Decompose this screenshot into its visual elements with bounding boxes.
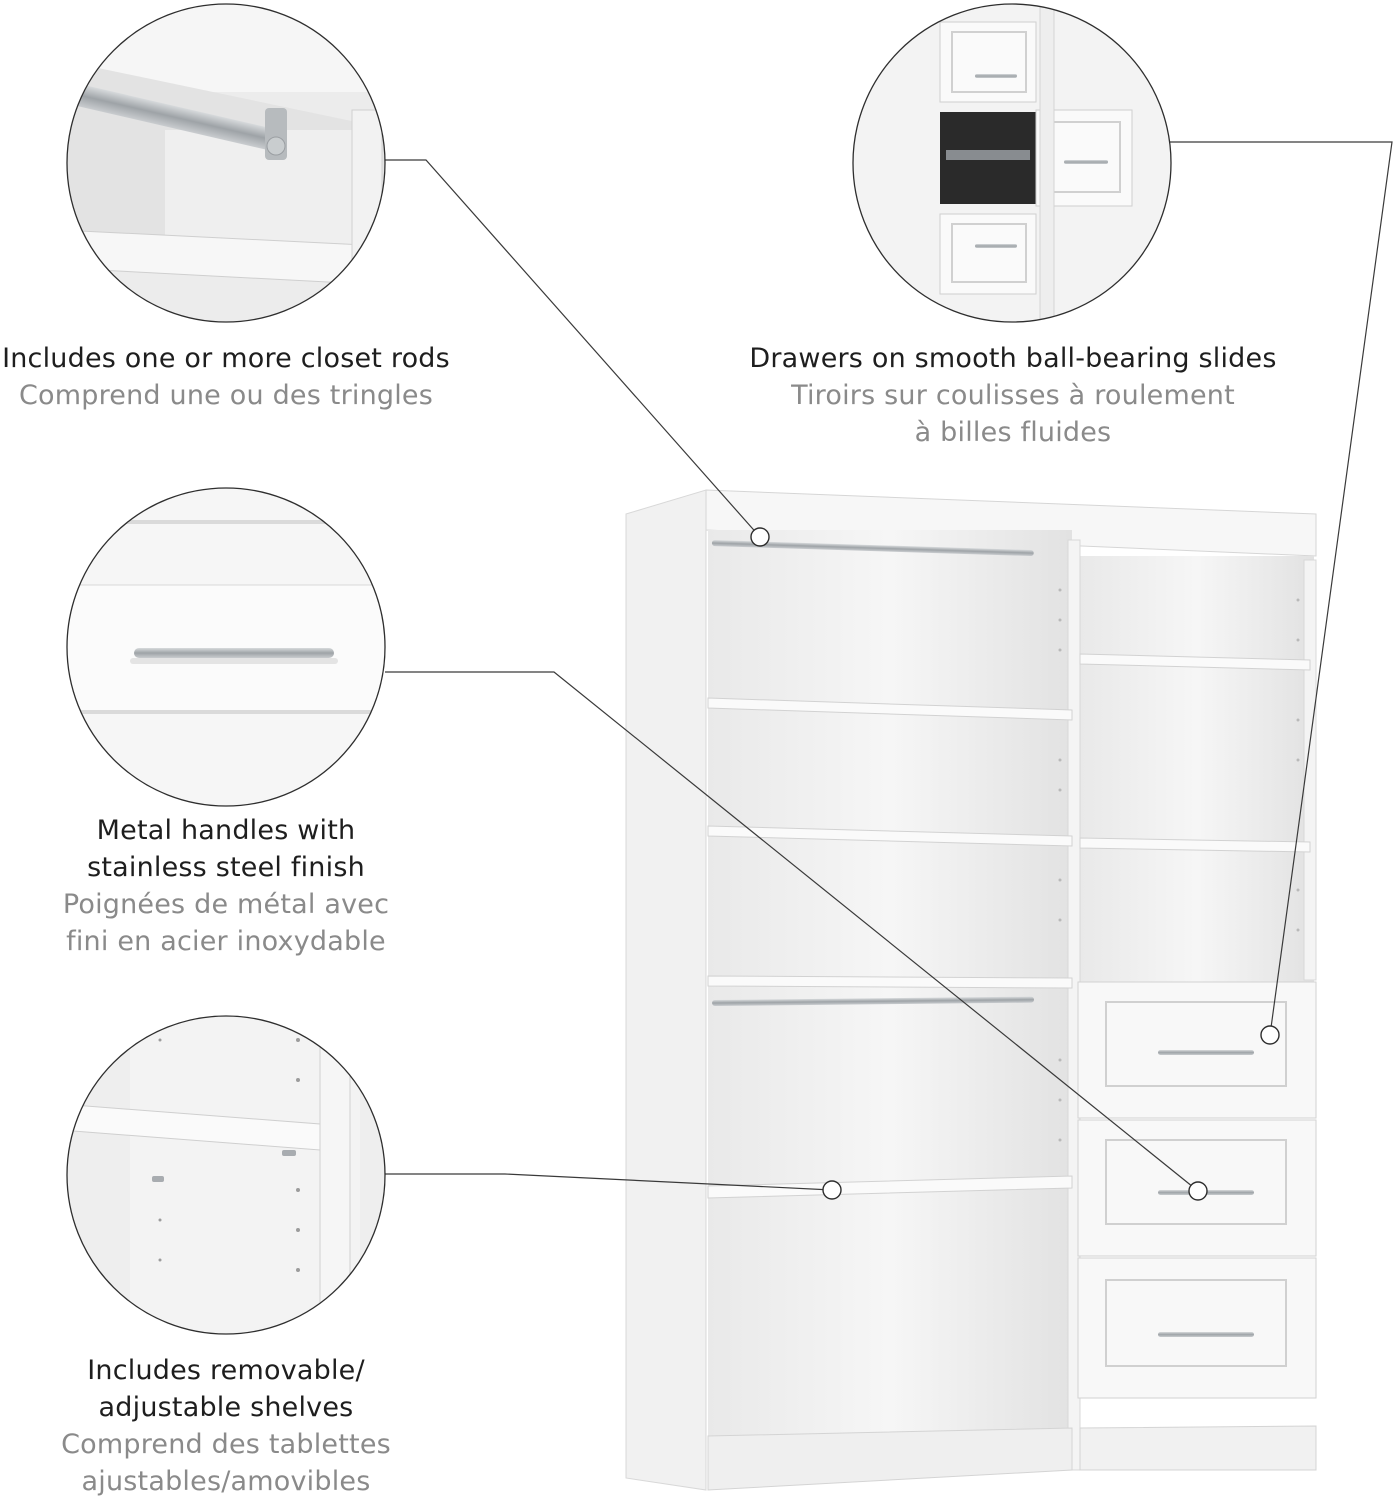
caption-en-line: stainless steel finish xyxy=(87,852,365,883)
callout-dot xyxy=(823,1181,841,1199)
caption-fr-line: à billes fluides xyxy=(914,417,1112,448)
shelf xyxy=(708,976,1072,988)
drawer-handle xyxy=(1158,1050,1254,1055)
caption-en-line: Metal handles with xyxy=(96,815,356,846)
caption-fr-line: Tiroirs sur coulisses à roulement xyxy=(791,380,1235,411)
caption-en-line: Includes one or more closet rods xyxy=(2,343,450,374)
caption-fr-line: Poignées de métal avec xyxy=(62,889,390,920)
right-base xyxy=(1080,1426,1316,1470)
callout-dot xyxy=(751,528,769,546)
left-base xyxy=(708,1428,1072,1490)
leader-line-closet-rods xyxy=(385,160,760,537)
zoom-circle-shelves xyxy=(60,1010,400,1350)
drawer-handle xyxy=(1158,1332,1254,1337)
zoom-circle-drawers xyxy=(850,0,1180,330)
callout-dot xyxy=(1189,1182,1207,1200)
caption-fr-line: fini en acier inoxydable xyxy=(66,926,386,957)
zoom-circle-handle xyxy=(60,480,400,820)
wardrobe-unit xyxy=(626,490,1316,1490)
caption-en-line: adjustable shelves xyxy=(98,1392,354,1423)
side-panel xyxy=(626,490,706,1490)
drawer xyxy=(1078,1258,1316,1398)
caption-fr-line: Comprend une ou des tringles xyxy=(18,380,433,411)
zoom-circle-closet-rod xyxy=(57,0,400,330)
drawer xyxy=(1078,982,1316,1118)
caption-en-line: Includes removable/ xyxy=(87,1355,365,1386)
callout-dot xyxy=(1261,1026,1279,1044)
caption-fr-line: Comprend des tablettes xyxy=(61,1429,391,1460)
caption-fr-line: ajustables/amovibles xyxy=(81,1466,371,1497)
right-tower-interior xyxy=(1080,556,1314,982)
caption-en-line: Drawers on smooth ball-bearing slides xyxy=(749,343,1277,374)
